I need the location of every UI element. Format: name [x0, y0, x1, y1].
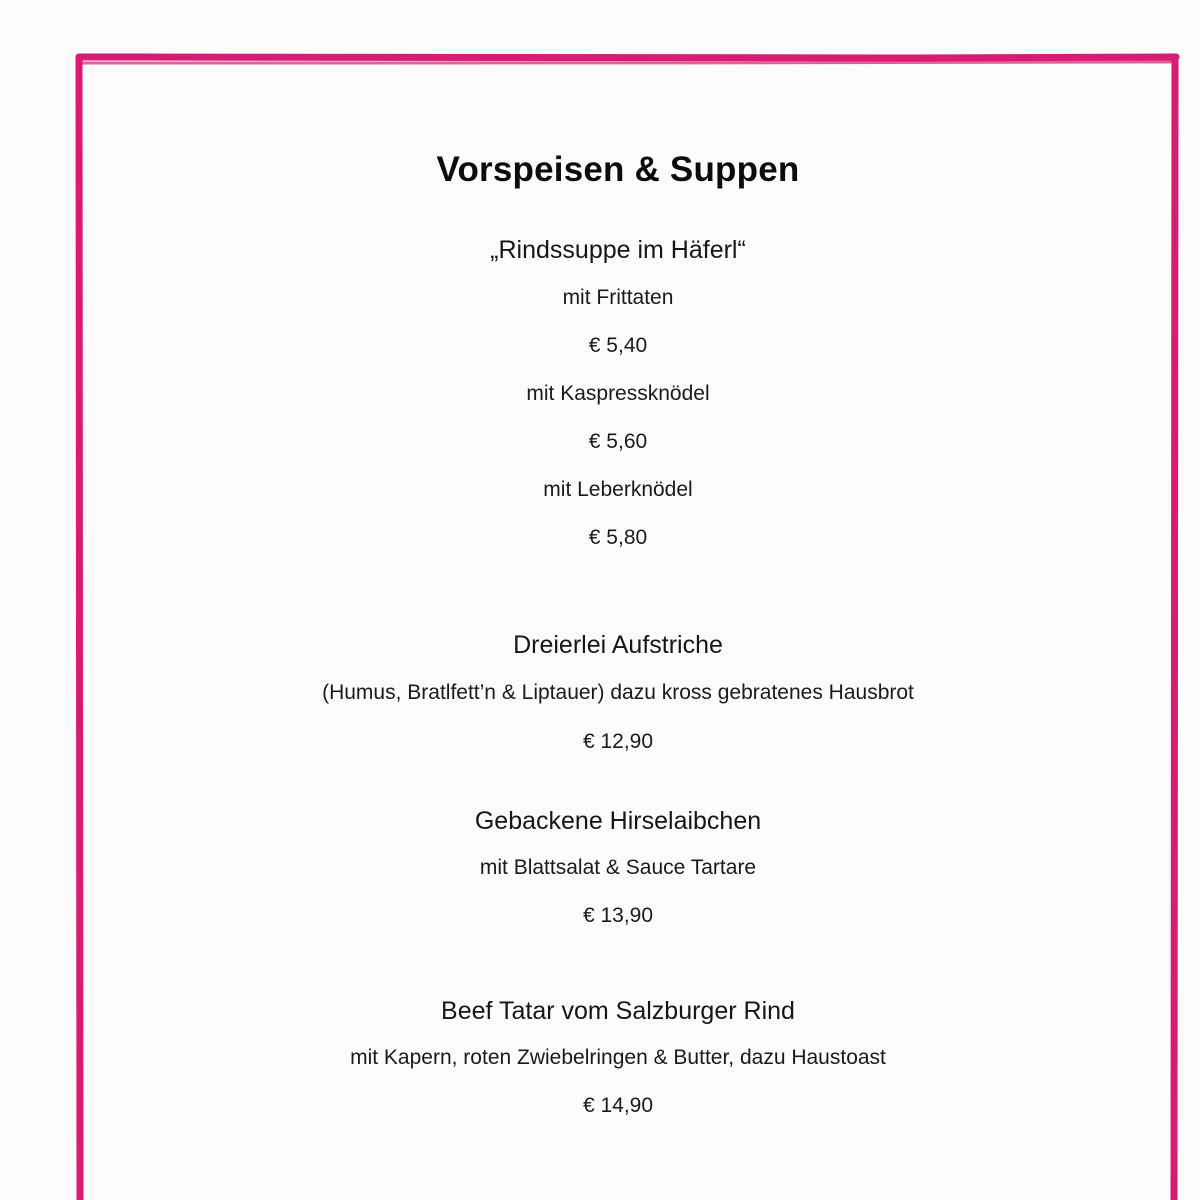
dish-variant-price: € 5,40 — [588, 334, 648, 357]
dish-variant-desc: mit Frittaten — [562, 286, 674, 309]
dish-name-hirselaibchen: Gebackene Hirselaibchen — [474, 807, 762, 835]
dish-desc-beef-tatar: mit Kapern, roten Zwiebelringen & Butter, dazu Haustoast — [350, 1046, 886, 1069]
dish-name-rindssuppe: „Rindssuppe im Häferl“ — [490, 236, 746, 264]
dish-price-aufstriche: € 12,90 — [582, 730, 654, 753]
dish-name-beef-tatar: Beef Tatar vom Salzburger Rind — [441, 997, 795, 1025]
dish-name-aufstriche: Dreierlei Aufstriche — [513, 631, 723, 659]
dish-variant-price: € 5,80 — [588, 526, 648, 549]
section-title: Vorspeisen & Suppen — [436, 150, 800, 189]
dish-price-beef-tatar: € 14,90 — [582, 1094, 654, 1117]
dish-desc-aufstriche: (Humus, Bratlfett’n & Liptauer) dazu kross gebratenes Hausbrot — [322, 681, 914, 704]
dish-price-hirselaibchen: € 13,90 — [582, 904, 654, 927]
dish-variant-price: € 5,60 — [588, 430, 648, 453]
dish-variant-desc: mit Leberknödel — [543, 478, 693, 501]
dish-variant-desc: mit Kaspressknödel — [526, 382, 710, 405]
dish-desc-hirselaibchen: mit Blattsalat & Sauce Tartare — [479, 856, 757, 879]
